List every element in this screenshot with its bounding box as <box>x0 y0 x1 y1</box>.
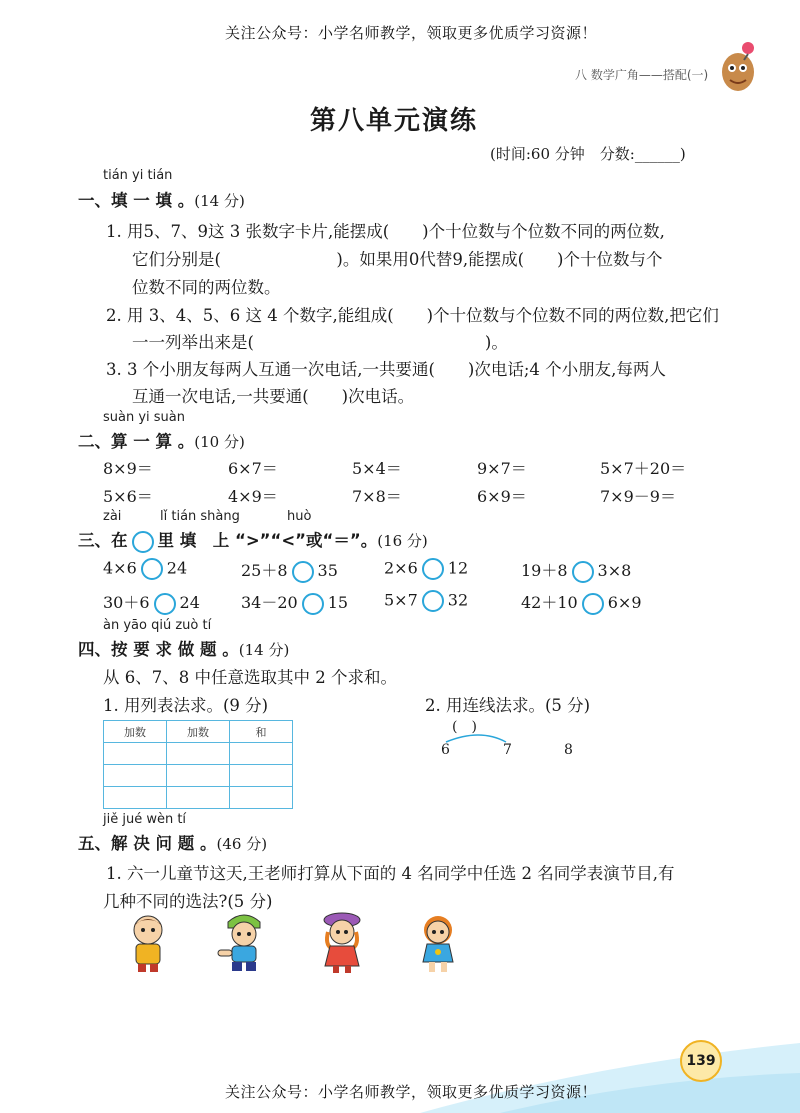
connect-digit: 8 <box>564 742 573 758</box>
table-cell[interactable] <box>230 743 293 765</box>
section5-pinyin: jiě jué wèn tí <box>103 812 187 827</box>
compare-r1-c3: 2×6 12 <box>384 558 468 580</box>
child-2-illustration <box>214 910 272 974</box>
table-cell[interactable] <box>104 787 167 809</box>
sub-question-lines: 2. 用连线法求。(5 分) <box>425 696 591 715</box>
connect-paren: ( ) <box>452 719 477 735</box>
child-4-illustration <box>413 910 463 974</box>
section3-pinyin-2: lǐ tián shàng <box>160 509 240 524</box>
calc-r2-c3: 7×8＝ <box>352 487 402 506</box>
table-header: 加数 <box>167 721 230 743</box>
compare-r2-c3: 5×7 32 <box>384 590 468 612</box>
section3-pinyin-1: zài <box>103 509 122 524</box>
calc-r2-c5: 7×9－9＝ <box>600 487 676 506</box>
time-score: (时间:60 分钟 分数:______) <box>490 145 686 163</box>
mascot-icon <box>712 38 762 96</box>
q1-3-line1: 3. 3 个小朋友每两人互通一次电话,一共要通( )次电话;4 个小朋友,每两人 <box>106 360 666 379</box>
table-header: 和 <box>230 721 293 743</box>
section4-intro: 从 6、7、8 中任意选取其中 2 个求和。 <box>103 668 397 687</box>
q1-1-line2: 它们分别是( )。如果用0代替9,能摆成( )个十位数与个 <box>132 250 663 269</box>
table-cell[interactable] <box>104 765 167 787</box>
table-cell[interactable] <box>230 787 293 809</box>
bottom-banner: 关注公众号：小学名师教学，领取更多优质学习资源！ <box>225 1083 598 1101</box>
page-number-badge <box>680 1040 722 1082</box>
top-banner: 关注公众号：小学名师教学，领取更多优质学习资源！ <box>225 24 598 42</box>
chapter-label: 八 数学广角——搭配(一) <box>575 68 709 82</box>
table-cell[interactable] <box>167 765 230 787</box>
answer-circle[interactable] <box>292 561 314 583</box>
connect-digit: 6 <box>441 742 450 758</box>
q1-2-line2: 一一列举出来是( )。 <box>132 333 508 352</box>
calc-r1-c5: 5×7＋20＝ <box>600 459 687 478</box>
q5-1-line1: 1. 六一儿童节这天,王老师打算从下面的 4 名同学中任选 2 名同学表演节目,有 <box>106 864 675 883</box>
section2-pinyin: suàn yi suàn <box>103 410 186 425</box>
compare-r2-c4: 42＋10 6×9 <box>521 590 642 615</box>
compare-r2-c1: 30＋6 24 <box>103 590 200 615</box>
section2-heading: 二、算 一 算 。(10 分) <box>78 432 245 451</box>
child-1-illustration <box>122 912 174 974</box>
q5-1-line2: 几种不同的选法?(5 分) <box>103 892 273 911</box>
calc-r2-c1: 5×6＝ <box>103 487 153 506</box>
section3-heading: 三、在 里 填 上 “>”“<”或“＝”。(16 分) <box>78 527 428 553</box>
answer-circle[interactable] <box>422 558 444 580</box>
q1-1-line3: 位数不同的两位数。 <box>132 278 281 297</box>
section4-heading: 四、按 要 求 做 题 。(14 分) <box>78 640 290 659</box>
section5-heading: 五、解 决 问 题 。(46 分) <box>78 834 268 853</box>
addition-table <box>103 720 293 809</box>
section1-pinyin: tián yi tián <box>103 168 173 183</box>
answer-circle-icon <box>132 531 154 553</box>
child-3-illustration <box>317 910 367 974</box>
answer-circle[interactable] <box>582 593 604 615</box>
calc-r2-c4: 6×9＝ <box>477 487 527 506</box>
q1-3-line2: 互通一次电话,一共要通( )次电话。 <box>132 387 415 406</box>
page-number: 139 <box>686 1053 716 1069</box>
q1-2-line1: 2. 用 3、4、5、6 这 4 个数字,能组成( )个十位数与个位数不同的两位数,把它们 <box>106 306 719 325</box>
calc-r1-c3: 5×4＝ <box>352 459 402 478</box>
table-header: 加数 <box>104 721 167 743</box>
compare-r1-c4: 19＋8 3×8 <box>521 558 631 583</box>
calc-r1-c1: 8×9＝ <box>103 459 153 478</box>
calc-r2-c2: 4×9＝ <box>228 487 278 506</box>
sub-question-table: 1. 用列表法求。(9 分) <box>103 696 269 715</box>
calc-r1-c2: 6×7＝ <box>228 459 278 478</box>
calc-r1-c4: 9×7＝ <box>477 459 527 478</box>
answer-circle[interactable] <box>141 558 163 580</box>
answer-circle[interactable] <box>302 593 324 615</box>
answer-circle[interactable] <box>422 590 444 612</box>
page-title: 第八单元演练 <box>310 106 479 136</box>
compare-r1-c2: 25＋8 35 <box>241 558 338 583</box>
section3-pinyin-3: huò <box>287 509 312 524</box>
table-cell[interactable] <box>167 787 230 809</box>
answer-circle[interactable] <box>572 561 594 583</box>
table-cell[interactable] <box>230 765 293 787</box>
table-cell[interactable] <box>104 743 167 765</box>
compare-r1-c1: 4×6 24 <box>103 558 187 580</box>
table-cell[interactable] <box>167 743 230 765</box>
section4-pinyin: àn yāo qiú zuò tí <box>103 618 212 633</box>
connect-digit: 7 <box>503 742 512 758</box>
section1-heading: 一、填 一 填 。(14 分) <box>78 191 245 210</box>
compare-r2-c2: 34－20 15 <box>241 590 348 615</box>
answer-circle[interactable] <box>154 593 176 615</box>
q1-1-line1: 1. 用5、7、9这 3 张数字卡片,能摆成( )个十位数与个位数不同的两位数, <box>106 222 665 241</box>
